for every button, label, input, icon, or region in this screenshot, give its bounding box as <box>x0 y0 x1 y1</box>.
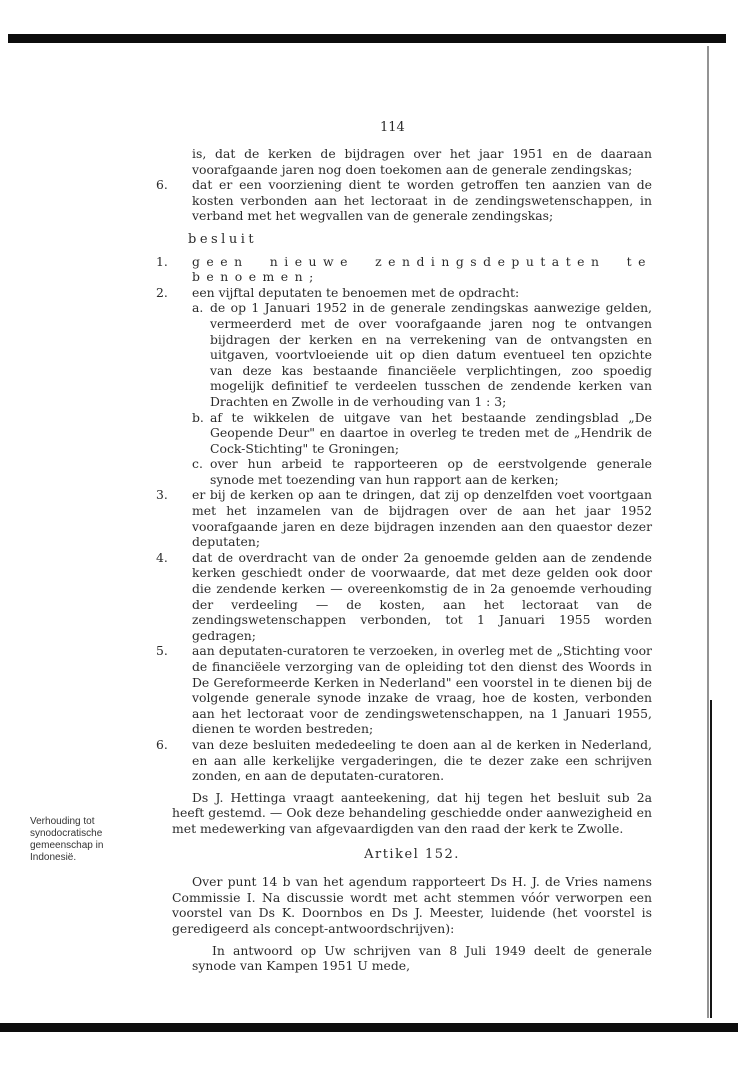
considerans-item-6 <box>156 177 652 224</box>
decision-number: 5. <box>156 643 168 659</box>
decision-number: 1. <box>156 253 168 269</box>
punt14-paragraph: Over punt 14 b van het agendum rapporteert Ds H. J. de Vries namens Commissie I. Na discussie wordt met acht stemmen vóór verworpen een voorstel van Ds K. Doornbos en Ds J. Meester, luidende (het voorstel is geredigeerd als concept-antwoordschrijven): <box>172 874 652 936</box>
decision-3 <box>156 487 652 550</box>
subitem-b <box>172 410 652 457</box>
decision-text: aan deputaten-curatoren te verzoeken, in overleg met de „Stichting voor de financiëele verzorging van de opleiding tot den dienst des Woords in De Gereformeerde Kerken in Nederland" een voorstel in te dienen bij de volgende generale synode inzake de vraag, hoe de kosten, verbonden aan het lectoraat voor de zendingswetenschappen, na 1 Januari 1955, dienen te worden bestreden; <box>192 643 652 737</box>
subitem-text: af te wikkelen de uitgave van het bestaande zendingsblad „De Geopende Deur" en daartoe in overleg te treden met de „Hendrik de Cock-Stichting" te Groningen; <box>210 409 652 456</box>
decision-2 <box>156 284 652 301</box>
item-number: 6. <box>156 177 168 193</box>
right-edge-rule <box>707 46 709 1018</box>
subitem-letter: c. <box>192 456 203 472</box>
page-number: 114 <box>380 120 405 135</box>
margin-note: Verhouding tot synodocratische gemeenschap in Indonesië. <box>30 816 104 863</box>
subitem-c <box>172 456 652 487</box>
continuation-paragraph <box>172 146 652 177</box>
subitem-text: de op 1 Januari 1952 in de generale zendingskas aanwezige gelden, vermeerderd met de over voorafgaande jaren nog te ontvangen bijdragen der kerken en na verrekening van de ontvangsten en uitgaven, voortvloeiende uit op dien datum eventueel ten opzichte van deze kas bestaande financiëele verplichtingen, zoo spoedig mogelijk definitief te verdeelen tusschen de zendende kerken van Drachten en Zwolle in de verhouding van 1 : 3; <box>210 300 652 409</box>
right-edge-rule-dark <box>710 700 712 1018</box>
decision-number: 4. <box>156 549 168 565</box>
document-body <box>156 146 652 974</box>
top-border-bar <box>8 34 726 43</box>
decision-text: dat de overdracht van de onder 2a genoemde gelden aan de zendende kerken geschiedt onder de voorwaarde, dat met deze gelden ook door die zendende kerken — overeenkomstig de in 2a genoemde verhouding der verdeeling — de kosten, aan het lectoraat van de zendingswetenschappen verbonden, tot 1 Januari 1955 worden gedragen; <box>192 549 652 643</box>
article-heading: Artikel 152. <box>364 846 460 862</box>
item-text: dat er een voorziening dient te worden getroffen ten aanzien van de kosten verbonden aan het lectoraat in de zendingswetenschappen, in verband met het wegvallen van de generale zendingskas; <box>192 177 652 224</box>
decision-4 <box>156 549 652 644</box>
decision-text: van deze besluiten mededeeling te doen aan al de kerken in Nederland, en aan alle kerkelijke vergaderingen, die te dezer zake een schrijven zonden, en aan de deputaten-curatoren. <box>192 736 652 784</box>
decision-1 <box>156 253 652 285</box>
continuation-text: is, dat de kerken de bijdragen over het jaar 1951 en de daaraan voorafgaande jaren nog doen toekomen aan de generale zendingskas; <box>192 146 652 177</box>
decision-number: 6. <box>156 736 168 752</box>
besluit-heading: besluit <box>188 231 258 247</box>
quoted-reply: In antwoord op Uw schrijven van 8 Juli 1949 deelt de generale synode van Kampen 1951 U mede, <box>192 942 652 974</box>
decision-text: geen nieuwe zendingsdeputaten te benoemen; <box>192 253 652 285</box>
decision-number: 3. <box>156 487 168 503</box>
subitem-letter: b. <box>192 409 204 425</box>
subitem-a <box>172 300 652 409</box>
decision-number: 2. <box>156 284 168 300</box>
decision-text: er bij de kerken op aan te dringen, dat zij op denzelfden voet voortgaan met het inzamelen van de bijdragen over de aan het jaar 1952 voorafgaande jaren en deze bijdragen inzenden aan den quaestor dezer deputaten; <box>192 487 652 550</box>
decision-5 <box>156 643 652 737</box>
decision-text: een vijftal deputaten te benoemen met de opdracht: <box>192 284 520 300</box>
subitem-letter: a. <box>192 300 204 316</box>
decision-6 <box>156 736 652 784</box>
hettinga-paragraph: Ds J. Hettinga vraagt aanteekening, dat hij tegen het besluit sub 2a heeft gestemd. — Ook deze behandeling geschiedde onder aanwezigheid en met medewerking van afgevaardigden van den raad der kerk te Zwolle. <box>172 789 652 836</box>
subitem-text: over hun arbeid te rapporteeren op de eerstvolgende generale synode met toezending van hun rapport aan de kerken; <box>210 456 652 487</box>
bottom-border-bar <box>0 1023 738 1032</box>
